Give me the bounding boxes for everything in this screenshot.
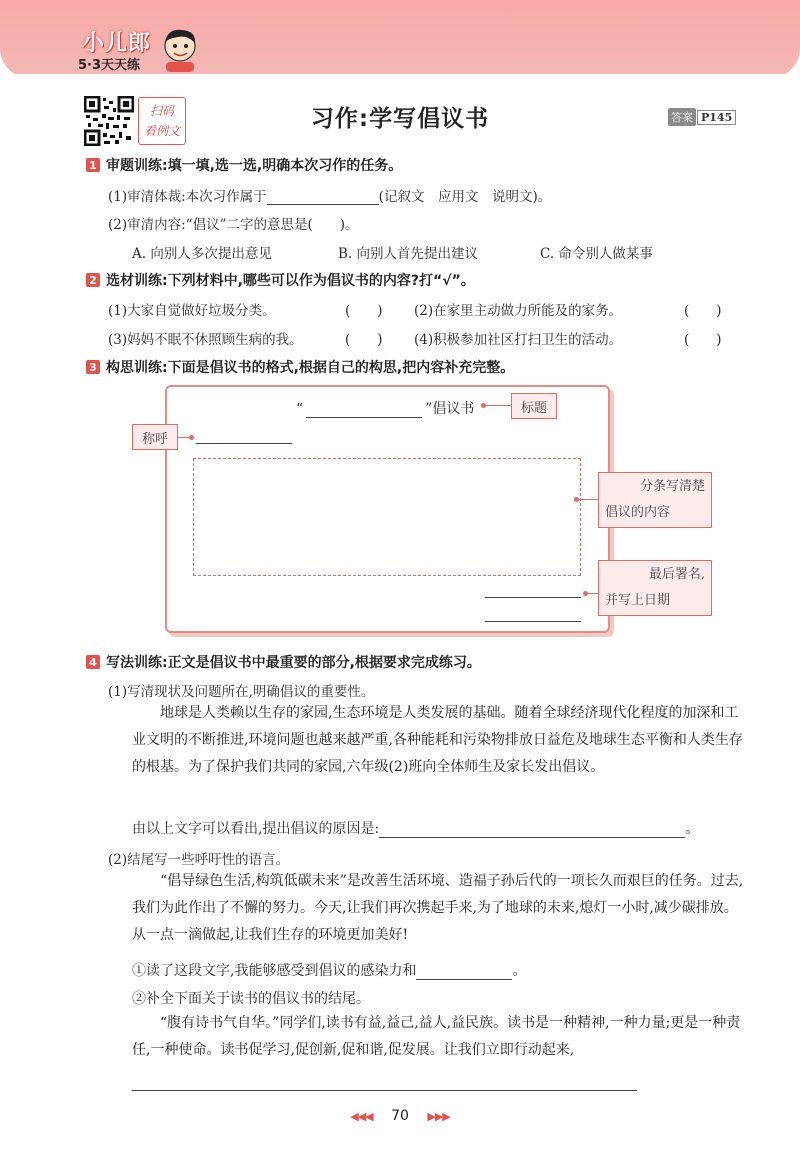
section-number: 1 [86, 158, 100, 172]
label-title-text: 标题 [520, 400, 547, 416]
q1-answer-blank[interactable] [267, 189, 379, 205]
label-sign-line-2: 并写上日期 [605, 593, 671, 608]
brand-name: 小儿郎 [82, 31, 152, 56]
section-4-heading [86, 652, 481, 672]
answer-page: P145 [697, 110, 736, 125]
material-1: (1)大家自觉做好垃圾分类。 [108, 303, 276, 319]
greeting-blank[interactable] [196, 428, 292, 444]
page-number: 70 [391, 1108, 409, 1124]
q1-genre [108, 185, 551, 205]
reason-blank[interactable] [379, 822, 685, 838]
answer-reference [668, 108, 736, 126]
appeal-question [132, 960, 526, 980]
passage-earth: 地球是人类赖以生存的家园,生态环境是人类发展的基础。随着全球经济现代化程度的加深和工业文明的不断推进,环境问题也越来越严重,各种能耗和污染物排放日益危及地球生态平衡和人类生存的根基。为了保护我们共同的家园,六年级(2)班向全体师生及家长发出倡议。 [132, 705, 743, 775]
scan-line-1: 扫码 [149, 104, 174, 118]
section-number: 3 [86, 360, 100, 374]
title-blank[interactable] [306, 403, 422, 418]
sub-question-2: (2)结尾写一些呼吁性的语言。 [108, 852, 290, 868]
appeal-blank[interactable] [416, 964, 512, 980]
title-connector [486, 405, 512, 406]
sub-question-1: (1)写清现状及问题所在,明确倡议的重要性。 [108, 684, 375, 700]
reading-ending-blank[interactable] [132, 1075, 637, 1091]
passage-reading [132, 1010, 744, 1091]
q1-suffix: (记叙文 应用文 说明文)。 [378, 189, 552, 205]
title-close: ”倡议书 [425, 401, 475, 417]
section-number: 4 [86, 655, 100, 669]
label-body-line-1: 分条写清楚 [639, 479, 705, 494]
material-4: (4)积极参加社区打扫卫生的活动。 [414, 332, 623, 348]
page-title: 习作:学写倡议书 [310, 106, 490, 132]
material-1-check[interactable]: ( ) [345, 303, 383, 319]
reason-question-text: 由以上文字可以看出,提出倡议的原因是: [132, 821, 380, 837]
material-3-check[interactable]: ( ) [345, 332, 383, 348]
label-title [511, 393, 557, 419]
label-body-line-2: 倡议的内容 [605, 505, 671, 520]
material-2-check[interactable]: ( ) [684, 303, 722, 319]
label-signature [598, 560, 712, 616]
label-sign-line-1: 最后署名, [648, 567, 705, 582]
mascot-icon [158, 26, 202, 72]
answer-tag: 答案 [668, 108, 696, 126]
brand-subtitle: 5·3天天练 [78, 58, 141, 73]
section-heading-text: 写法训练:正文是倡议书中最重要的部分,根据要求完成练习。 [106, 655, 481, 671]
appeal-question-end: 。 [512, 963, 527, 979]
section-heading-text: 选材训练:下列材料中,哪些可以作为倡议书的内容?打“√”。 [106, 273, 475, 289]
date-blank[interactable] [485, 608, 581, 622]
page-footer [0, 1108, 800, 1124]
reading-question: ②补全下面关于读书的倡议书的结尾。 [132, 991, 370, 1007]
header-band-edge [0, 74, 800, 88]
option-b[interactable]: B. 向别人首先提出建议 [338, 246, 479, 262]
signature-blank[interactable] [485, 584, 581, 598]
body-writing-area[interactable] [193, 458, 581, 576]
section-1-heading [86, 155, 402, 175]
material-4-check[interactable]: ( ) [684, 332, 722, 348]
appeal-question-text: ①读了这段文字,我能够感受到倡议的感染力和 [132, 963, 417, 979]
section-2-heading [86, 270, 475, 290]
section-heading-text: 构思训练:下面是倡议书的格式,根据自己的构思,把内容补充完整。 [106, 360, 515, 376]
material-3: (3)妈妈不眠不休照顾生病的我。 [108, 332, 303, 348]
next-arrows-icon: ▶▶▶ [427, 1110, 450, 1123]
option-a[interactable]: A. 向别人多次提出意见 [132, 246, 272, 262]
label-greeting [132, 424, 178, 450]
title-open-quote: “ [296, 401, 304, 417]
diagram-title-line [296, 398, 474, 418]
passage-green-life: “倡导绿色生活,构筑低碳未来”是改善生活环境、造福子孙后代的一项长久而艰巨的任务。过去,我们为此作出了不懈的努力。今天,让我们再次携起手来,为了地球的未来,熄灯一小时,减少碳排放。从一点一滴做起,让我们生存的环境更加美好! [132, 873, 744, 943]
body-connector [579, 499, 599, 500]
label-greeting-text: 称呼 [141, 431, 168, 447]
material-2: (2)在家里主动做力所能及的家务。 [414, 303, 623, 319]
reason-question [132, 818, 699, 838]
section-heading-text: 审题训练:填一填,选一选,明确本次习作的任务。 [106, 158, 403, 174]
passage-reading-text: “腹有诗书气自华。”同学们,读书有益,益己,益人,益民族。读书是一种精神,一种力量;更是一种责任,一种使命。读书促学习,促创新,促和谐,促发展。让我们立即行动起来, [132, 1015, 741, 1058]
greeting-connector-dot [189, 435, 194, 440]
section-number: 2 [86, 273, 100, 287]
q1-prefix: (1)审清体裁:本次习作属于 [108, 189, 267, 205]
scan-line-2: 看例文 [143, 124, 180, 138]
label-body [598, 472, 712, 528]
prev-arrows-icon: ◀◀◀ [350, 1110, 373, 1123]
section-3-heading [86, 357, 514, 377]
reason-question-end: 。 [685, 821, 700, 837]
option-c[interactable]: C. 命令别人做某事 [540, 246, 653, 262]
q2-meaning: (2)审清内容:“倡议”二字的意思是( )。 [108, 217, 359, 233]
